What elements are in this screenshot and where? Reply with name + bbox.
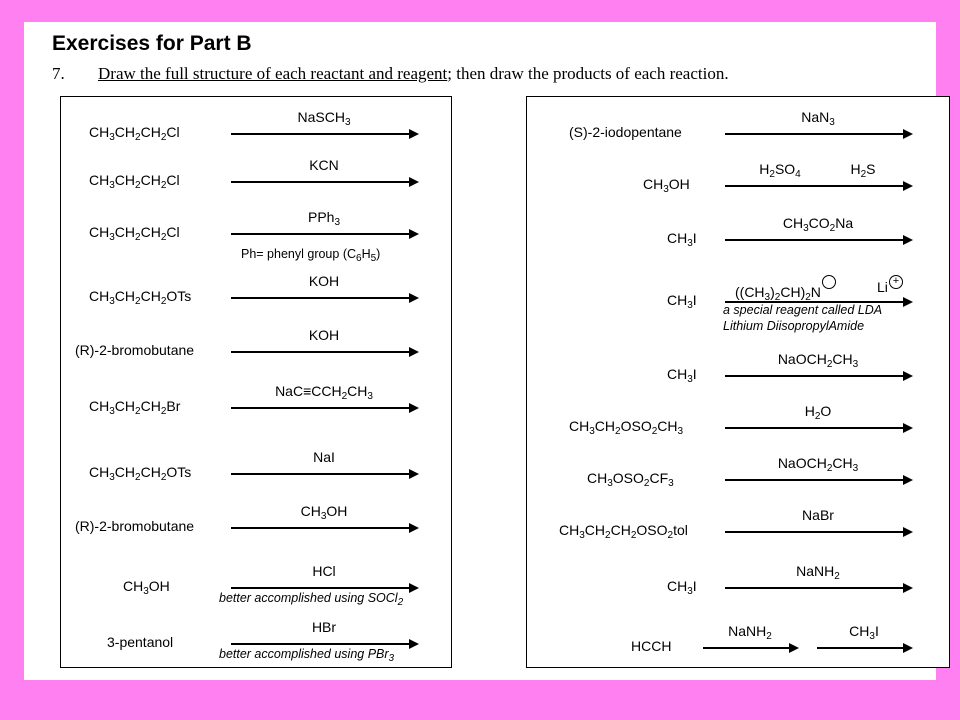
left-reagent: HCl <box>312 563 336 579</box>
left-reagent: $CH_3OH$ <box>300 503 348 522</box>
right-reagent: $H_2O$ <box>804 403 832 422</box>
left-reaction-note: better accomplished using PBr$_3$ <box>219 647 395 664</box>
left-reagent: KOH <box>308 327 340 343</box>
left-reagent: PPh$_3$ <box>307 209 341 228</box>
right-reaction-box <box>526 96 950 668</box>
left-reactant: $CH_3CH_2CH_2Cl$ <box>89 172 180 191</box>
instruction-rest: ; then draw the products of each reaction. <box>447 64 729 83</box>
right-reaction-arrow <box>725 239 911 241</box>
right-reaction-arrow <box>725 427 911 429</box>
left-reagent: HBr <box>311 619 337 635</box>
left-reaction-arrow <box>231 351 417 353</box>
left-reaction-arrow <box>231 181 417 183</box>
positive-charge-icon: + <box>889 275 903 289</box>
left-reaction-arrow <box>231 297 417 299</box>
left-reagent: KCN <box>309 157 339 173</box>
question-instruction <box>98 64 729 84</box>
right-reaction-arrow-second <box>817 647 911 649</box>
left-reactant: $CH_3CH_2CH_2Cl$ <box>89 124 180 143</box>
right-reagent: NaBr <box>802 507 834 523</box>
left-reaction-arrow <box>231 233 417 235</box>
right-reactant: (S)-2-iodopentane <box>569 124 682 140</box>
right-reagent: $NaOCH_2CH_3$ <box>777 351 859 370</box>
left-reaction-note: better accomplished using SOCl$_2$ <box>219 591 404 608</box>
left-reactant: (R)-2-bromobutane <box>75 518 195 534</box>
right-reaction-arrow <box>703 647 797 649</box>
negative-charge-icon <box>822 275 836 289</box>
left-reactant: $CH_3CH_2CH_2Br$ <box>89 398 181 417</box>
left-reagent: NaSCH$_3$ <box>297 109 351 128</box>
right-reactant: $CH_3CH_2OSO_2CH_3$ <box>569 418 684 437</box>
left-reactant: $CH_3OH$ <box>123 578 170 597</box>
right-reactant: $CH_3OH$ <box>643 176 690 195</box>
left-reaction-arrow <box>231 527 417 529</box>
left-reaction-box <box>60 96 452 668</box>
left-reaction-arrow <box>231 133 417 135</box>
right-reagent: NaNH$_2$ <box>728 623 772 642</box>
left-reaction-arrow <box>231 643 417 645</box>
right-reactant: $CH_3I$ <box>667 366 697 385</box>
right-reagent-secondary: $CH_3I$ <box>849 623 879 642</box>
instruction-underlined: Draw the full structure of each reactant and reagent <box>98 64 448 83</box>
right-reaction-note: a special reagent called LDA <box>723 303 883 317</box>
right-reagent-secondary: $H_2S$ <box>850 161 876 180</box>
left-reactant: $CH_3CH_2CH_2OTs$ <box>89 288 192 307</box>
left-reagent: $NaC\equiv CCH_2CH_3$ <box>275 383 373 402</box>
worksheet <box>24 22 936 680</box>
right-reaction-arrow <box>725 531 911 533</box>
right-reagent: $CH_3CO_2Na$ <box>782 215 854 234</box>
right-reagent: $((CH_3)_2CH)_2N$ <box>735 275 836 303</box>
right-reactant: $CH_3I$ <box>667 292 697 311</box>
right-reactant: HCCH <box>631 638 672 654</box>
left-reagent: KOH <box>308 273 340 289</box>
right-reaction-arrow <box>725 185 911 187</box>
left-reactant: (R)-2-bromobutane <box>75 342 195 358</box>
page-title: Exercises for Part B <box>52 32 252 55</box>
right-reaction-arrow <box>725 479 911 481</box>
left-reagent: NaI <box>313 449 335 465</box>
right-reaction-arrow <box>725 375 911 377</box>
left-reactant: 3-pentanol <box>107 634 174 650</box>
left-reaction-note: Ph= phenyl group $(C_6H_5)$ <box>241 247 381 264</box>
left-reactant: $CH_3CH_2CH_2Cl$ <box>89 224 180 243</box>
right-reagent: $NaOCH_2CH_3$ <box>777 455 859 474</box>
right-reaction-arrow <box>725 133 911 135</box>
right-reagent: NaN$_3$ <box>801 109 835 128</box>
right-reaction-arrow <box>725 587 911 589</box>
left-reaction-arrow <box>231 587 417 589</box>
right-reagent: $H_2SO_4$ <box>759 161 801 180</box>
left-reaction-arrow <box>231 473 417 475</box>
question-number: 7. <box>52 64 65 83</box>
counterion-label: Li <box>877 279 888 295</box>
left-reactant: $CH_3CH_2CH_2OTs$ <box>89 464 192 483</box>
right-reactant: $CH_3CH_2CH_2OSO_2tol$ <box>559 522 688 541</box>
right-reactant: $CH_3I$ <box>667 578 697 597</box>
right-reactant: $CH_3I$ <box>667 230 697 249</box>
right-reactant: $CH_3OSO_2CF_3$ <box>587 470 674 489</box>
left-reaction-arrow <box>231 407 417 409</box>
right-reagent: NaNH$_2$ <box>796 563 840 582</box>
right-reaction-note-secondary: Lithium DiisopropylAmide <box>723 319 865 333</box>
right-reagent-secondary <box>877 275 903 295</box>
